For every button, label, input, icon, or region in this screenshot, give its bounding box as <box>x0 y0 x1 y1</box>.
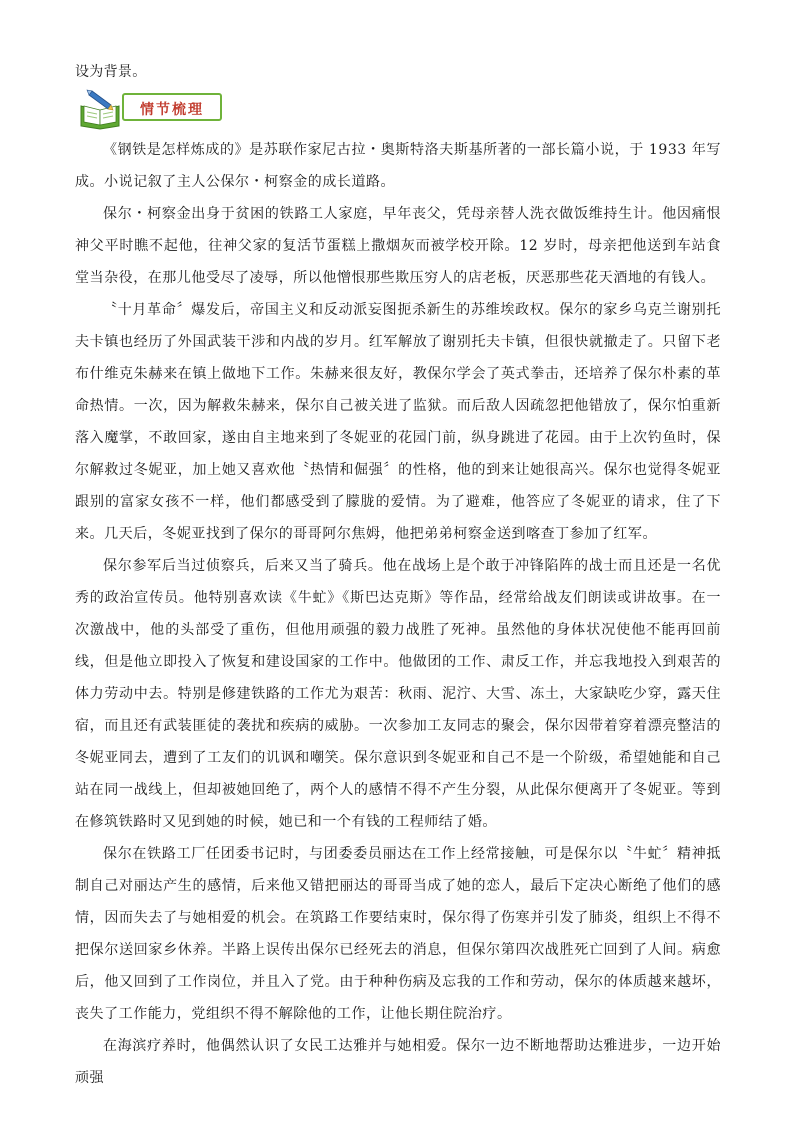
paragraph: 〝十月革命〞爆发后，帝国主义和反动派妄图扼杀新生的苏维埃政权。保尔的家乡乌克兰谢别托夫卡镇也经历了外国武装干涉和内战的岁月。红军解放了谢别托夫卡镇，但很快就撤走了。只留下老布什维克朱赫来在镇上做地下工作。朱赫来很友好，教保尔学会了英式拳击，还培养了保尔朴素的革命热情。一次，因为解救朱赫来，保尔自己被关进了监狱。而后敌人因疏忽把他错放了，保尔怕重新落入魔掌，不敢回家，遂由自主地来到了冬妮亚的花园门前，纵身跳进了花园。由于上次钓鱼时，保尔解救过冬妮亚，加上她又喜欢他〝热情和倔强〞的性格，他的到来让她很高兴。保尔也觉得冬妮亚跟别的富家女孩不一样，他们都感受到了朦胧的爱情。为了避难，他答应了冬妮亚的请求，住了下来。几天后，冬妮亚找到了保尔的哥哥阿尔焦姆，他把弟弟柯察金送到喀查丁参加了红军。 <box>75 302 721 542</box>
paragraph: 保尔在铁路工厂任团委书记时，与团委委员丽达在工作上经常接触，可是保尔以〝牛虻〞精神抵制自己对丽达产生的感情，后来他又错把丽达的哥哥当成了她的恋人，最后下定决心断绝了他们的感情，因而失去了与她相爱的机会。在筑路工作要结束时，保尔得了伤寒并引发了肺炎，组织上不得不把保尔送回家乡休养。半路上误传出保尔已经死去的消息，但保尔第四次战胜死亡回到了人间。病愈后，他又回到了工作岗位，并且入了党。由于种种伤病及忘我的工作和劳动，保尔的体质越来越坏，丧失了工作能力，党组织不得不解除他的工作，让他长期住院治疗。 <box>75 846 721 1022</box>
section-title: 情节梳理 <box>140 102 204 118</box>
plot-summary <box>75 134 721 1094</box>
paragraph: 保尔参军后当过侦察兵，后来又当了骑兵。他在战场上是个敢于冲锋陷阵的战士而且还是一名优秀的政治宣传员。他特别喜欢读《牛虻》《斯巴达克斯》等作品，经常给战友们朗读或讲故事。在一次激战中，他的头部受了重伤，但他用顽强的毅力战胜了死神。虽然他的身体状况使他不能再回前线，但是他立即投入了恢复和建设国家的工作中。他做团的工作、肃反工作，并忘我地投入到艰苦的体力劳动中去。特别是修建铁路的工作尤为艰苦：秋雨、泥泞、大雪、冻土，大家缺吃少穿，露天住宿，而且还有武装匪徒的袭扰和疾病的威胁。一次参加工友同志的聚会，保尔因带着穿着漂亮整洁的冬妮亚同去，遭到了工友们的讥讽和嘲笑。保尔意识到冬妮亚和自己不是一个阶级，希望她能和自己站在同一战线上，但却被她回绝了，两个人的感情不得不产生分裂，从此保尔便离开了冬妮亚。等到在修筑铁路时又见到她的时候，她已和一个有钱的工程师结了婚。 <box>75 558 721 830</box>
paragraph: 《钢铁是怎样炼成的》是苏联作家尼古拉・奥斯特洛夫斯基所著的一部长篇小说，于 1933 年写成。小说记叙了主人公保尔・柯察金的成长道路。 <box>75 142 721 190</box>
paragraph: 在海滨疗养时，他偶然认识了女民工达雅并与她相爱。保尔一边不断地帮助达雅进步，一边开始顽强 <box>75 1038 721 1086</box>
book-pen-icon <box>78 88 124 130</box>
section-banner-box <box>122 93 222 121</box>
paragraph: 保尔・柯察金出身于贫困的铁路工人家庭，早年丧父，凭母亲替人洗衣做饭维持生计。他因痛恨神父平时瞧不起他，往神父家的复活节蛋糕上撒烟灰而被学校开除。12 岁时，母亲把他送到车站食堂当杂役，在那儿他受尽了凌辱，所以他憎恨那些欺压穷人的店老板，厌恶那些花天酒地的有钱人。 <box>75 206 721 286</box>
lead-text: 设为背景。 <box>75 64 147 80</box>
section-banner <box>78 88 224 130</box>
